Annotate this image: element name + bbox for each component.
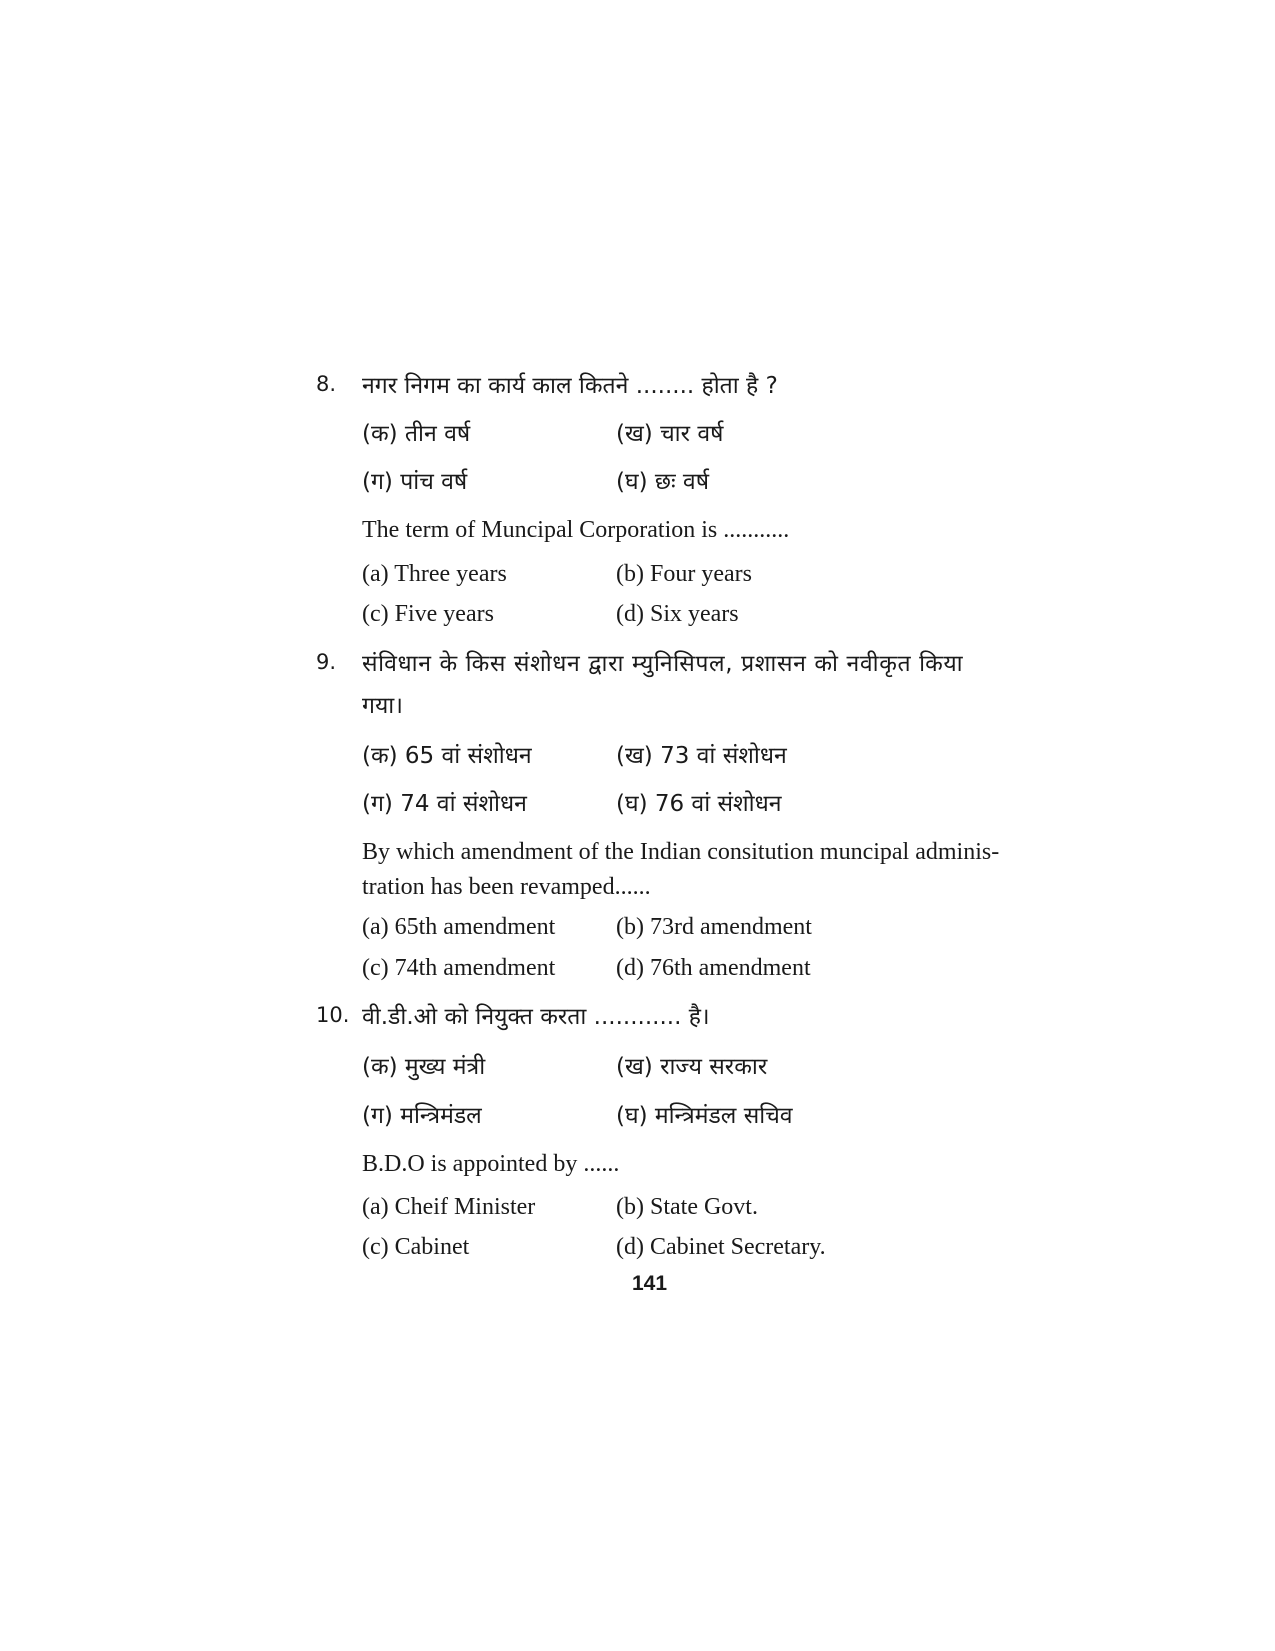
question-10-hindi: वी.डी.ओ को नियुक्त करता ............ है।: [362, 1004, 710, 1030]
question-10-hindi-option-a: (क) मुख्य मंत्री: [362, 1054, 486, 1080]
question-8-hindi-option-a: (क) तीन वर्ष: [362, 421, 471, 447]
question-9-english-option-d: (d) 76th amendment: [616, 955, 811, 981]
question-9-hindi-option-d: (घ) 76 वां संशोधन: [616, 791, 782, 817]
question-9-hindi-option-c: (ग) 74 वां संशोधन: [362, 791, 527, 817]
question-8-english-option-b: (b) Four years: [616, 561, 752, 587]
question-8-english-option-a: (a) Three years: [362, 561, 507, 587]
question-8-number: 8.: [316, 372, 337, 396]
question-10-english: B.D.O is appointed by ......: [362, 1151, 620, 1177]
question-9-hindi-line2: गया।: [362, 693, 403, 719]
page-number: 141: [632, 1272, 668, 1295]
question-10-hindi-option-d: (घ) मन्त्रिमंडल सचिव: [616, 1103, 793, 1129]
question-8-english: The term of Muncipal Corporation is ...........: [362, 517, 790, 543]
question-10-number: 10.: [316, 1003, 350, 1027]
question-10-english-option-a: (a) Cheif Minister: [362, 1194, 536, 1220]
question-9-english-option-b: (b) 73rd amendment: [616, 914, 812, 940]
question-8-hindi-option-d: (घ) छः वर्ष: [616, 469, 710, 495]
question-10-hindi-option-b: (ख) राज्य सरकार: [616, 1054, 768, 1080]
question-9-english-line2: tration has been revamped......: [362, 874, 651, 900]
question-9-hindi-option-a: (क) 65 वां संशोधन: [362, 743, 532, 769]
question-10-english-option-b: (b) State Govt.: [616, 1194, 758, 1220]
question-9-english-option-c: (c) 74th amendment: [362, 955, 556, 981]
question-10-hindi-option-c: (ग) मन्त्रिमंडल: [362, 1103, 482, 1129]
question-10-english-option-d: (d) Cabinet Secretary.: [616, 1234, 826, 1260]
question-9-hindi-option-b: (ख) 73 वां संशोधन: [616, 743, 787, 769]
question-8-hindi: नगर निगम का कार्य काल कितने ........ होता है ?: [362, 373, 778, 399]
question-8-hindi-option-b: (ख) चार वर्ष: [616, 421, 724, 447]
question-9-english-line1: By which amendment of the Indian consitution muncipal adminis-: [362, 839, 1000, 865]
question-8-english-option-c: (c) Five years: [362, 601, 494, 627]
question-9-english-option-a: (a) 65th amendment: [362, 914, 556, 940]
question-9-hindi-line1: संविधान के किस संशोधन द्वारा म्युनिसिपल, प्रशासन को नवीकृत किया: [362, 651, 964, 677]
question-8-english-option-d: (d) Six years: [616, 601, 739, 627]
question-8-hindi-option-c: (ग) पांच वर्ष: [362, 469, 468, 495]
question-9-number: 9.: [316, 650, 337, 674]
question-10-english-option-c: (c) Cabinet: [362, 1234, 470, 1260]
